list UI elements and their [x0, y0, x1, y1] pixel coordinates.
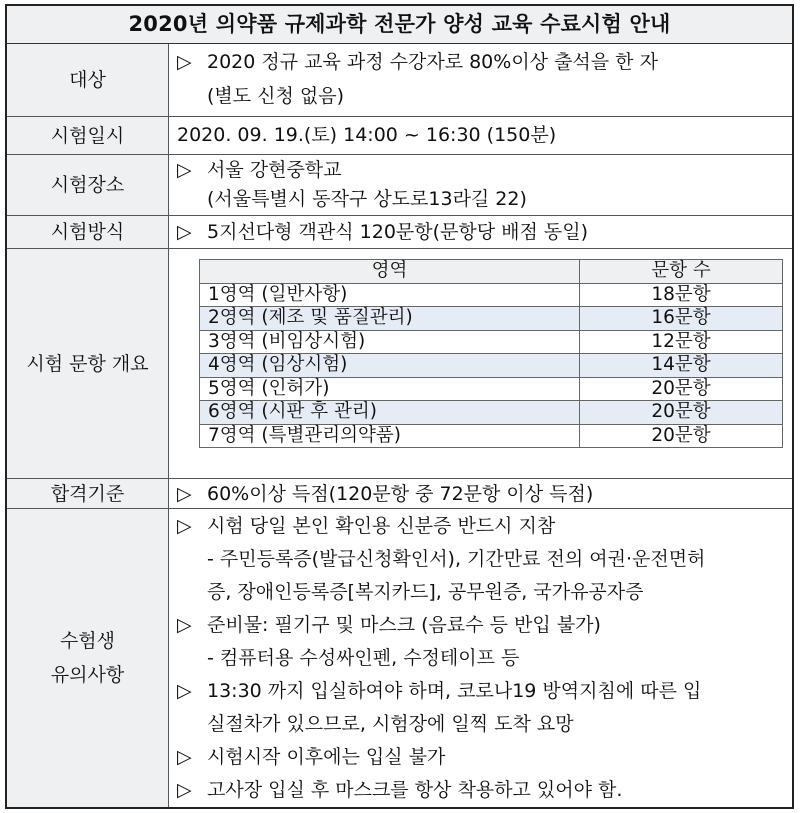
header-area: 영역	[200, 260, 580, 284]
venue-content	[169, 155, 792, 215]
method-row	[7, 216, 792, 249]
note-line-4: 준비물: 필기구 및 마스크 (음료수 등 반입 불가)	[207, 614, 601, 636]
count-cell: 20문항	[580, 377, 783, 401]
count-cell: 16문항	[580, 307, 783, 331]
target-line-1: 2020 정규 교육 과정 수강자로 80%이상 출석을 한 자	[207, 51, 658, 73]
datetime-content	[169, 117, 792, 154]
target-content	[169, 44, 792, 116]
notes-row	[7, 509, 792, 807]
pass-label: 합격기준	[7, 479, 169, 508]
note-line-8: 시험시작 이후에는 입실 불가	[207, 746, 446, 768]
pass-value: 60%이상 득점(120문항 중 72문항 이상 득점)	[207, 483, 594, 505]
overview-row	[7, 249, 792, 479]
area-cell: 5영역 (인허가)	[200, 377, 580, 401]
count-cell: 14문항	[580, 354, 783, 378]
triangle-bullet-icon: ▷	[177, 221, 192, 243]
note-line-5: - 컴퓨터용 수성싸인펜, 수정테이프 등	[207, 647, 520, 669]
count-cell: 20문항	[580, 424, 783, 448]
notes-label	[7, 509, 169, 807]
overview-label: 시험 문항 개요	[7, 249, 169, 478]
venue-line-1: 서울 강현중학교	[207, 159, 342, 181]
notes-label-line-2: 유의사항	[50, 664, 125, 686]
table-row	[200, 424, 783, 448]
notice-title: 2020년 의약품 규제과학 전문가 양성 교육 수료시험 안내	[7, 6, 792, 44]
method-content	[169, 216, 792, 248]
area-cell: 2영역 (제조 및 품질관리)	[200, 307, 580, 331]
area-cell: 3영역 (비임상시험)	[200, 330, 580, 354]
notes-label-line-1: 수험생	[59, 630, 116, 652]
triangle-bullet-icon: ▷	[177, 746, 192, 768]
triangle-bullet-icon: ▷	[177, 614, 192, 636]
venue-row	[7, 155, 792, 216]
count-cell: 12문항	[580, 330, 783, 354]
triangle-bullet-icon: ▷	[177, 159, 192, 181]
area-cell: 4영역 (임상시험)	[200, 354, 580, 378]
table-row	[200, 377, 783, 401]
note-line-1: 시험 당일 본인 확인용 신분증 반드시 지참	[207, 515, 556, 537]
target-label: 대상	[7, 44, 169, 116]
venue-label: 시험장소	[7, 155, 169, 215]
triangle-bullet-icon: ▷	[177, 515, 192, 537]
notes-content	[169, 509, 792, 807]
area-cell: 7영역 (특별관리의약품)	[200, 424, 580, 448]
pass-row	[7, 479, 792, 509]
target-line-2: (별도 신청 없음)	[207, 85, 345, 107]
pass-content	[169, 479, 792, 508]
table-row	[200, 330, 783, 354]
count-cell: 18문항	[580, 283, 783, 307]
overview-header-row	[200, 260, 783, 284]
exam-notice-table	[5, 4, 794, 809]
table-row	[200, 307, 783, 331]
triangle-bullet-icon: ▷	[177, 483, 192, 505]
note-line-7: 실절차가 있으므로, 시험장에 일찍 도착 요망	[207, 713, 574, 735]
note-line-6: 13:30 까지 입실하여야 하며, 코로나19 방역지침에 따른 입	[207, 680, 702, 702]
note-line-9: 고사장 입실 후 마스크를 항상 착용하고 있어야 함.	[207, 779, 623, 801]
count-cell: 20문항	[580, 401, 783, 425]
header-count: 문항 수	[580, 260, 783, 284]
method-value: 5지선다형 객관식 120문항(문항당 배점 동일)	[207, 221, 589, 243]
note-line-2: - 주민등록증(발급신청확인서), 기간만료 전의 여권·운전면허	[207, 548, 706, 570]
datetime-label: 시험일시	[7, 117, 169, 154]
venue-line-2: (서울특별시 동작구 상도로13라길 22)	[207, 188, 527, 210]
triangle-bullet-icon: ▷	[177, 680, 192, 702]
overview-content	[169, 249, 792, 478]
table-row	[200, 283, 783, 307]
datetime-row	[7, 117, 792, 155]
datetime-value: 2020. 09. 19.(토) 14:00 ~ 16:30 (150분)	[177, 124, 557, 146]
area-cell: 1영역 (일반사항)	[200, 283, 580, 307]
area-cell: 6영역 (시판 후 관리)	[200, 401, 580, 425]
note-line-3: 증, 장애인등록증[복지카드], 공무원증, 국가유공자증	[207, 581, 644, 603]
target-row	[7, 44, 792, 117]
method-label: 시험방식	[7, 216, 169, 248]
table-row	[200, 354, 783, 378]
triangle-bullet-icon: ▷	[177, 779, 192, 801]
triangle-bullet-icon: ▷	[177, 51, 192, 73]
overview-table	[199, 259, 783, 448]
table-row	[200, 401, 783, 425]
